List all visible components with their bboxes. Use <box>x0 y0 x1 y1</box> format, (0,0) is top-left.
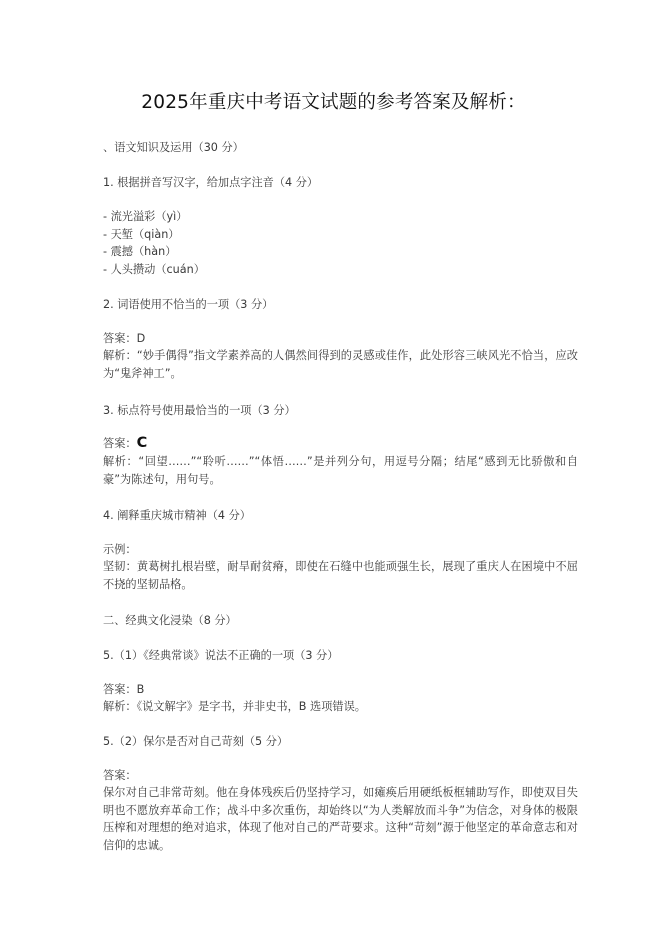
q5-2-heading: 5.（2）保尔是否对自己苛刻（5 分） <box>103 735 289 748</box>
q1-heading: 1. 根据拼音写汉字，给加点字注音（4 分） <box>103 176 319 189</box>
q5-2-answer-label: 答案： <box>103 769 137 782</box>
q5-1-analysis: 解析：《说文解字》是字书，并非史书，B 选项错误。 <box>103 700 366 713</box>
document-title: 2025年重庆中考语文试题的参考答案及解析： <box>141 92 526 113</box>
q2-heading: 2. 词语使用不恰当的一项（3 分） <box>103 298 274 311</box>
q1-item: - 人头攒动（cuán） <box>103 263 205 276</box>
q3-analysis: 解析：“回望……”“聆听……”“体悟……”是并列分句，用逗号分隔；结尾“感到无比骄傲和自豪”为陈述句，用句号。 <box>103 455 578 486</box>
q5-1-answer <box>103 681 578 698</box>
q5-1-answer-value: B <box>136 683 145 696</box>
q1-item: - 流光溢彩（yì） <box>103 210 188 223</box>
q4-heading: 4. 阐释重庆城市精神（4 分） <box>103 509 251 522</box>
q4-example-text: 坚韧：黄葛树扎根岩壁，耐旱耐贫瘠，即使在石缝中也能顽强生长，展现了重庆人在困境中不屈不挠的坚韧品格。 <box>103 560 578 591</box>
q5-1-answer-label: 答案： <box>103 683 137 696</box>
q4-example-label: 示例： <box>103 543 137 556</box>
q5-1-heading: 5.（1）《经典常谈》说法不正确的一项（3 分） <box>103 649 339 662</box>
q5-2-answer-text: 保尔对自己非常苛刻。他在身体残疾后仍坚持学习，如瘫痪后用硬纸板框辅助写作，即使双目失明也不愿放弃革命工作；战斗中多次重伤，却始终以“为人类解放而斗争”为信念，对身体的极限压榨和对理想的绝对追求，体现了他对自己的严苛要求。这种“苛刻”源于他坚定的革命意志和对信仰的忠诚。 <box>103 786 578 852</box>
q3-answer-label: 答案： <box>103 437 137 450</box>
q1-item: - 震撼（hàn） <box>103 245 177 258</box>
q2-answer <box>103 330 578 347</box>
section2-heading: 二、经典文化浸染（8 分） <box>103 614 237 627</box>
q1-item: - 天堑（qiàn） <box>103 228 180 241</box>
q2-analysis: 解析：“妙手偶得”指文学素养高的人偶然间得到的灵感或佳作，此处形容三峡风光不恰当，应改为“鬼斧神工”。 <box>103 349 578 380</box>
section1-heading: 、语文知识及运用（30 分） <box>103 141 244 154</box>
q2-answer-value: D <box>136 332 146 345</box>
q3-heading: 3. 标点符号使用最恰当的一项（3 分） <box>103 404 296 417</box>
q3-answer-value: C <box>136 435 148 451</box>
q2-answer-label: 答案： <box>103 332 137 345</box>
q3-answer <box>103 435 578 452</box>
